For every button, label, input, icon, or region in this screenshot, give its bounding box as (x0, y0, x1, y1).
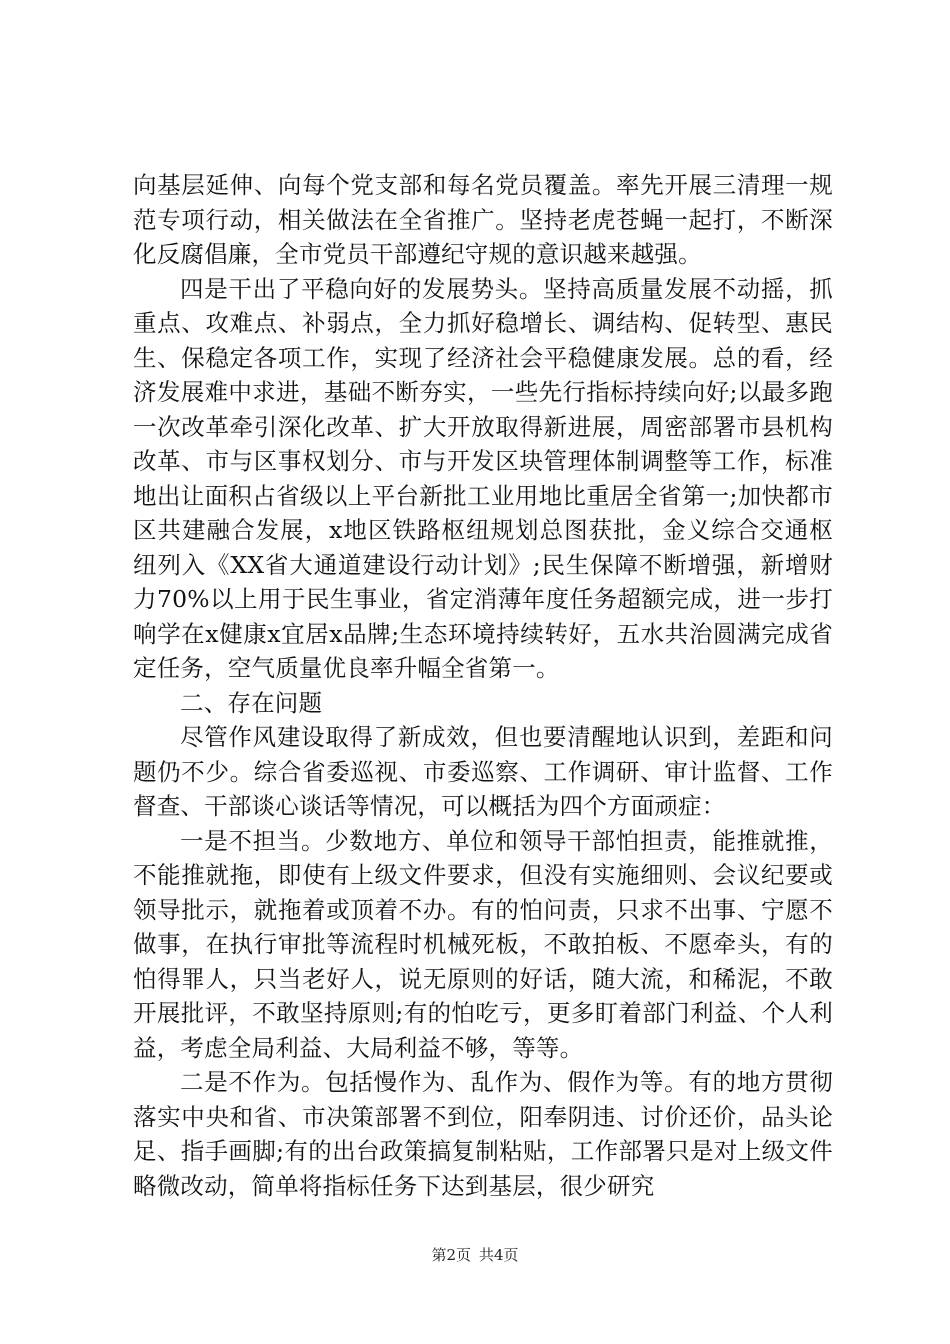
page-total: 共4页 (479, 1246, 519, 1264)
paragraph-5: 二是不作为。包括慢作为、乱作为、假作为等。有的地方贯彻落实中央和省、市决策部署不到位，阳奉阴违、讨价还价，品头论足、指手画脚;有的出台政策搞复制粘贴，工作部署只是对上级文件略微改动，简单将指标任务下达到基层，很少研究 (133, 1068, 833, 1200)
page-footer (0, 1245, 950, 1265)
paragraph-4: 一是不担当。少数地方、单位和领导干部怕担责，能推就推，不能推就拖，即使有上级文件要求，但没有实施细则、会议纪要或领导批示，就拖着或顶着不办。有的怕问责，只求不出事、宁愿不做事，在执行审批等流程时机械死板，不敢拍板、不愿牵头，有的怕得罪人，只当老好人，说无原则的好话，随大流，和稀泥，不敢开展批评，不敢坚持原则;有的怕吃亏，更多盯着部门利益、个人利益，考虑全局利益、大局利益不够，等等。 (133, 826, 833, 1062)
document-body (133, 168, 833, 1203)
section-heading: 二、存在问题 (180, 688, 323, 717)
paragraph-1: 向基层延伸、向每个党支部和每名党员覆盖。率先开展三清理一规范专项行动，相关做法在全省推广。坚持老虎苍蝇一起打，不断深化反腐倡廉，全市党员干部遵纪守规的意识越来越强。 (133, 171, 833, 268)
paragraph-2: 四是干出了平稳向好的发展势头。坚持高质量发展不动摇，抓重点、攻难点、补弱点，全力抓好稳增长、调结构、促转型、惠民生、保稳定各项工作，实现了经济社会平稳健康发展。总的看，经济发展难中求进，基础不断夯实，一些先行指标持续向好;以最多跑一次改革牵引深化改革、扩大开放取得新进展，周密部署市县机构改革、市与区事权划分、市与开发区块管理体制调整等工作，标准地出让面积占省级以上平台新批工业用地比重居全省第一;加快都市区共建融合发展，x地区铁路枢纽规划总图获批，金义综合交通枢纽列入《XX省大通道建设行动计划》;民生保障不断增强，新增财力70%以上用于民生事业，省定消薄年度任务超额完成，进一步打响学在x健康x宜居x品牌;生态环境持续转好，五水共治圆满完成省定任务，空气质量优良率升幅全省第一。 (133, 274, 833, 682)
page-number: 第2页 (431, 1246, 471, 1264)
paragraph-3: 尽管作风建设取得了新成效，但也要清醒地认识到，差距和问题仍不少。综合省委巡视、市委巡察、工作调研、审计监督、工作督查、干部谈心谈话等情况，可以概括为四个方面顽症： (133, 723, 833, 820)
